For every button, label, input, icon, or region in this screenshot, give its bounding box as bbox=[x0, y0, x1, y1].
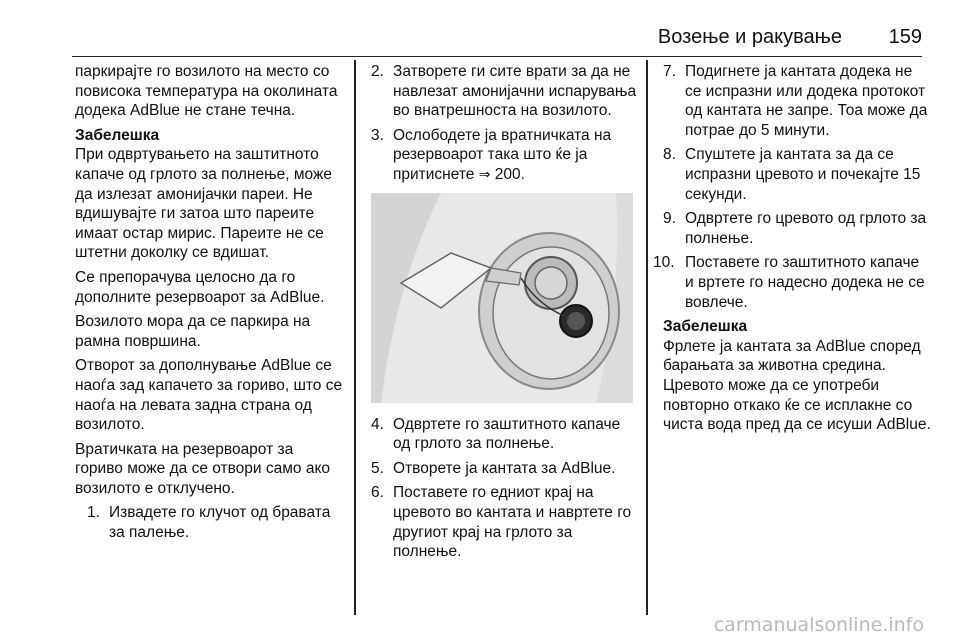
list-item bbox=[663, 62, 931, 140]
section-title: Возење и ракување bbox=[657, 26, 842, 48]
list-item bbox=[653, 253, 931, 312]
step-list bbox=[371, 62, 637, 185]
list-item bbox=[371, 126, 637, 185]
step-list bbox=[653, 62, 931, 312]
step-number: 9. bbox=[663, 210, 676, 228]
paragraph: Вратичката на резервоарот за гориво може да се отвори само ако возилото е отклучено. bbox=[75, 440, 331, 497]
paragraph: Се препорачува целосно да го дополните резервоарот за AdBlue. bbox=[75, 268, 325, 306]
step-number: 8. bbox=[663, 146, 676, 164]
step-number: 4. bbox=[371, 415, 384, 433]
list-item bbox=[371, 483, 637, 561]
paragraph: Возилото мора да се паркира на рамна површина. bbox=[75, 313, 311, 350]
page-header bbox=[72, 22, 922, 57]
step-number: 2. bbox=[371, 63, 384, 80]
paragraph: паркирајте го возилото на место со повисока температура на околината додека AdBlue не стане течна. bbox=[75, 63, 338, 120]
step-number: 6. bbox=[371, 484, 384, 502]
fuel-filler-figure bbox=[371, 193, 633, 403]
list-item bbox=[371, 62, 637, 121]
step-number: 1. bbox=[87, 504, 100, 522]
column-2 bbox=[371, 62, 637, 567]
note-block bbox=[663, 317, 931, 435]
step-text: Отворете ја кантата за AdBlue. bbox=[393, 459, 616, 477]
page-ref-arrow-icon: ⇒ bbox=[478, 165, 491, 182]
note-title: Забелешка bbox=[663, 318, 748, 336]
step-number: 7. bbox=[663, 63, 676, 80]
step-text: Поставете го заштитното капаче и вртете го надесно додека не се вовлече. bbox=[685, 254, 925, 311]
step-list bbox=[371, 415, 637, 562]
list-item bbox=[371, 415, 637, 454]
step-text: Ослободете ја вратничката на резервоарот така што ќе ја притиснете bbox=[393, 126, 612, 183]
watermark: carmanualsonline.info bbox=[713, 614, 924, 636]
column-divider-2 bbox=[646, 60, 648, 615]
list-item bbox=[663, 209, 931, 248]
note-text: При одвртувањето на заштитното капаче од грлото за полнење, може да излезат амонијачки пареи. Не вдишувајте ги затоа што пареите имаат остар мирис. Пареите не се штетни доколку се вдишат. bbox=[75, 146, 332, 262]
step-text: Поставете го едниот крај на цревото во кантата и навртете го другиот крај на грлото за полнење. bbox=[393, 484, 632, 561]
step-number: 3. bbox=[371, 126, 384, 144]
page-ref[interactable]: 200. bbox=[494, 165, 525, 183]
step-number: 5. bbox=[371, 459, 384, 477]
step-text: Подигнете ја кантата додека не се испразни или додека протокот од кантата не запре. Тоа може да потрае до 5 минути. bbox=[685, 63, 928, 139]
step-text-with-ref bbox=[393, 126, 637, 185]
note-text: Фрлете ја кантата за AdBlue според барањата за животна средина. Цревото може да се употреби повторно откако ќе се исплакне со чиста вода пред да се исуши AdBlue. bbox=[663, 337, 931, 434]
column-1 bbox=[75, 62, 345, 548]
note-block bbox=[75, 126, 345, 263]
step-text: Одвртете го заштитното капаче од грлото за полнење. bbox=[393, 415, 621, 453]
list-item bbox=[371, 459, 637, 479]
list-item bbox=[663, 145, 931, 204]
step-text: Одвртете го цревото од грлото за полнење. bbox=[685, 210, 927, 247]
page-number: 159 bbox=[888, 26, 922, 48]
step-text: Спуштете ја кантата за да се испразни цревото и почекајте 15 секунди. bbox=[685, 146, 921, 203]
paragraph: Отворот за дополнување AdBlue се наоѓа зад капачето за гориво, што се наоѓа на левата задна страна од возилото. bbox=[75, 357, 343, 434]
fuel-filler-illustration bbox=[371, 193, 633, 403]
step-number: 10. bbox=[653, 254, 675, 272]
step-list bbox=[75, 503, 345, 542]
column-3 bbox=[653, 62, 931, 440]
column-divider-1 bbox=[354, 60, 356, 615]
step-text: Затворете ги сите врати за да не навлезат амонијачни испарувања во внатрешноста на возилото. bbox=[393, 63, 637, 120]
note-title: Забелешка bbox=[75, 126, 160, 144]
step-text: Извадете го клучот од бравата за палење. bbox=[109, 504, 331, 542]
list-item bbox=[75, 503, 345, 542]
